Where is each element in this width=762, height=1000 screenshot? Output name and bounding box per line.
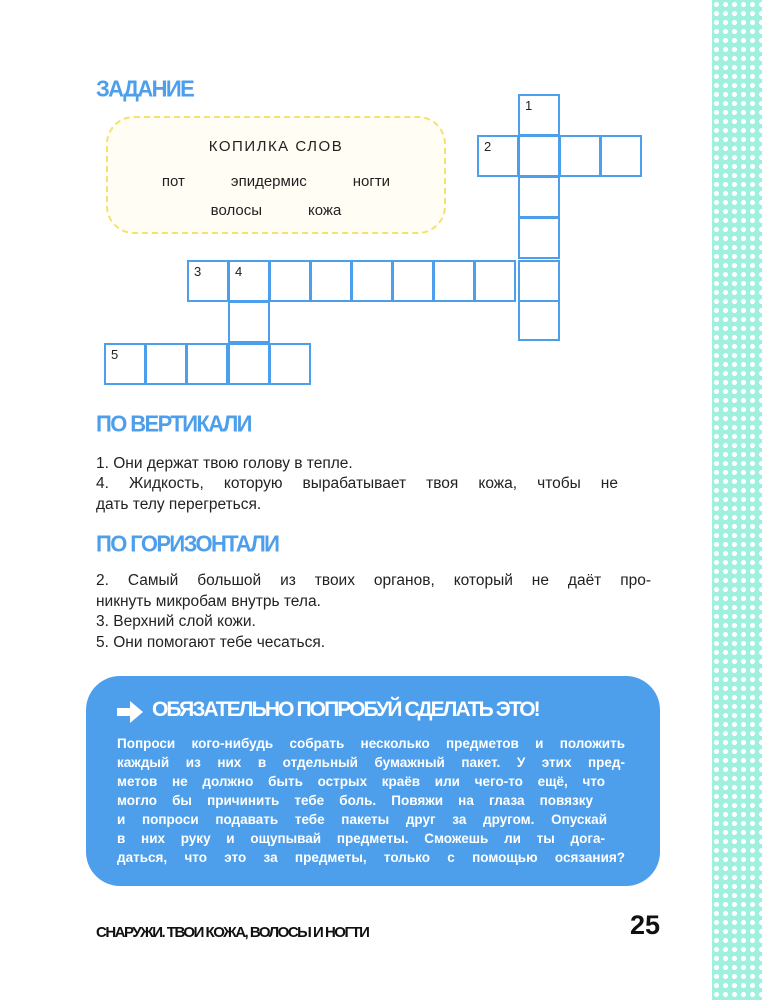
crossword-cell[interactable] <box>559 135 601 177</box>
arrow-right-icon <box>117 701 143 723</box>
crossword-cell[interactable] <box>186 343 228 385</box>
crossword-cell[interactable] <box>228 301 270 343</box>
cell-number: 3 <box>194 264 202 279</box>
crossword-cell[interactable] <box>392 260 434 302</box>
word-bank-word: ногти <box>352 173 391 190</box>
decorative-dot-strip <box>712 0 762 1000</box>
callout-title: ОБЯЗАТЕЛЬНО ПОПРОБУЙ СДЕЛАТЬ ЭТО! <box>152 698 539 721</box>
footer-section-title: СНАРУЖИ. ТВОИ КОЖА, ВОЛОСЫ И НОГТИ <box>96 924 369 941</box>
crossword-cell[interactable] <box>433 260 475 302</box>
word-bank-row <box>108 173 444 190</box>
clue-across-2-line2: никнуть микробам внутрь тела. <box>96 593 321 610</box>
crossword-cell[interactable] <box>518 299 560 341</box>
clue-down-4-line1: 4. Жидкость, которую вырабатывает твоя кожа, чтобы не <box>96 475 618 492</box>
across-heading: ПО ГОРИЗОНТАЛИ <box>96 530 279 557</box>
crossword-cell[interactable] <box>104 343 146 385</box>
callout-text-line: и попроси подавать тебе пакеты друг за другом. Опускай <box>117 812 607 827</box>
callout-text-line: метов не должно быть острых краёв или чего-то ещё, что <box>117 774 605 789</box>
crossword-cell[interactable] <box>518 94 560 136</box>
callout-text-line: Попроси кого-нибудь собрать несколько предметов и положить <box>117 736 625 751</box>
crossword-cell[interactable] <box>477 135 519 177</box>
callout-text-line: в них руку и ощупывай предметы. Сможешь ли ты дога- <box>117 831 605 846</box>
crossword-cell[interactable] <box>228 343 270 385</box>
crossword-cell[interactable] <box>518 135 560 177</box>
callout-text-line: могло бы причинить тебе боль. Повяжи на глаза повязку <box>117 793 593 808</box>
crossword-cell[interactable] <box>228 260 270 302</box>
word-bank-word: волосы <box>210 202 263 219</box>
page-number: 25 <box>630 910 661 940</box>
clue-across-2-line1: 2. Самый большой из твоих органов, который не даёт про- <box>96 572 651 589</box>
crossword-cell[interactable] <box>518 217 560 259</box>
task-heading: ЗАДАНИЕ <box>96 75 194 102</box>
crossword-cell[interactable] <box>269 343 311 385</box>
crossword-cell[interactable] <box>351 260 393 302</box>
clue-down-4-line2: дать телу перегреться. <box>96 496 262 513</box>
crossword-cell[interactable] <box>474 260 516 302</box>
try-this-callout <box>86 676 660 886</box>
word-bank-row <box>108 202 444 219</box>
crossword-cell[interactable] <box>518 176 560 218</box>
clue-across-5: 5. Они помогают тебе чесаться. <box>96 634 326 651</box>
cell-number: 1 <box>525 98 533 113</box>
cell-number: 2 <box>484 139 492 154</box>
cell-number: 4 <box>235 264 243 279</box>
word-bank <box>106 116 446 234</box>
callout-text-line: каждый из них в отдельный бумажный пакет. У этих пред- <box>117 755 625 770</box>
crossword-cell[interactable] <box>310 260 352 302</box>
clue-across-3: 3. Верхний слой кожи. <box>96 613 256 630</box>
cell-number: 5 <box>111 347 119 362</box>
clue-down-1: 1. Они держат твою голову в тепле. <box>96 455 353 472</box>
word-bank-word: эпидермис <box>230 173 307 190</box>
word-bank-title: КОПИЛКА СЛОВ <box>208 138 344 155</box>
word-bank-word: кожа <box>308 202 342 219</box>
crossword-cell[interactable] <box>518 260 560 302</box>
callout-text-line: даться, что это за предметы, только с помощью осязания? <box>117 850 625 865</box>
crossword-cell[interactable] <box>600 135 642 177</box>
word-bank-word: пот <box>161 173 185 190</box>
down-heading: ПО ВЕРТИКАЛИ <box>96 410 251 437</box>
crossword-cell[interactable] <box>269 260 311 302</box>
crossword-cell[interactable] <box>145 343 187 385</box>
crossword-cell[interactable] <box>187 260 229 302</box>
